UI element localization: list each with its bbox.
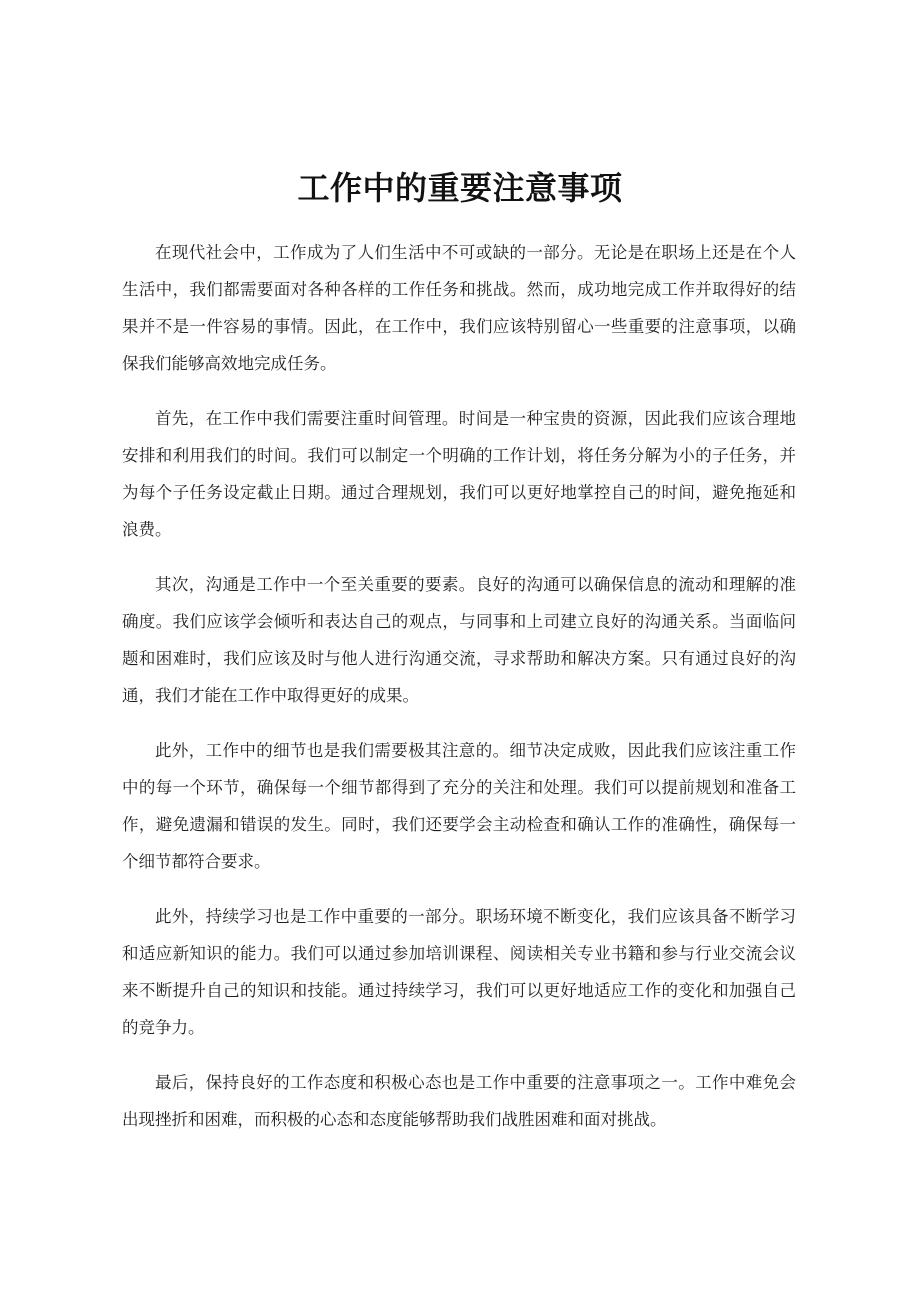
- paragraph-continuous-learning: 此外，持续学习也是工作中重要的一部分。职场环境不断变化，我们应该具备不断学习和适应新知识的能力。我们可以通过参加培训课程、阅读相关专业书籍和参与行业交流会议来不断提升自己的知识和技能。通过持续学习，我们可以更好地适应工作的变化和加强自己的竞争力。: [122, 907, 796, 1037]
- paragraph-time-management: 首先，在工作中我们需要注重时间管理。时间是一种宝贵的资源，因此我们应该合理地安排和利用我们的时间。我们可以制定一个明确的工作计划，将任务分解为小的子任务，并为每个子任务设定截止日期。通过合理规划，我们可以更好地掌控自己的时间，避免拖延和浪费。: [122, 409, 796, 539]
- paragraph-intro: 在现代社会中，工作成为了人们生活中不可或缺的一部分。无论是在职场上还是在个人生活中，我们都需要面对各种各样的工作任务和挑战。然而，成功地完成工作并取得好的结果并不是一件容易的事情。因此，在工作中，我们应该特别留心一些重要的注意事项，以确保我们能够高效地完成任务。: [122, 243, 796, 373]
- document-body: [122, 234, 796, 1156]
- paragraph-attitude: 最后，保持良好的工作态度和积极心态也是工作中重要的注意事项之一。工作中难免会出现挫折和困难，而积极的心态和态度能够帮助我们战胜困难和面对挑战。: [122, 1073, 796, 1129]
- document-title: 工作中的重要注意事项: [297, 169, 623, 207]
- paragraph-details: 此外，工作中的细节也是我们需要极其注意的。细节决定成败，因此我们应该注重工作中的每一个环节，确保每一个细节都得到了充分的关注和处理。我们可以提前规划和准备工作，避免遗漏和错误的发生。同时，我们还要学会主动检查和确认工作的准确性，确保每一个细节都符合要求。: [122, 741, 796, 871]
- paragraph-communication: 其次，沟通是工作中一个至关重要的要素。良好的沟通可以确保信息的流动和理解的准确度。我们应该学会倾听和表达自己的观点，与同事和上司建立良好的沟通关系。当面临问题和困难时，我们应该及时与他人进行沟通交流，寻求帮助和解决方案。只有通过良好的沟通，我们才能在工作中取得更好的成果。: [122, 575, 796, 705]
